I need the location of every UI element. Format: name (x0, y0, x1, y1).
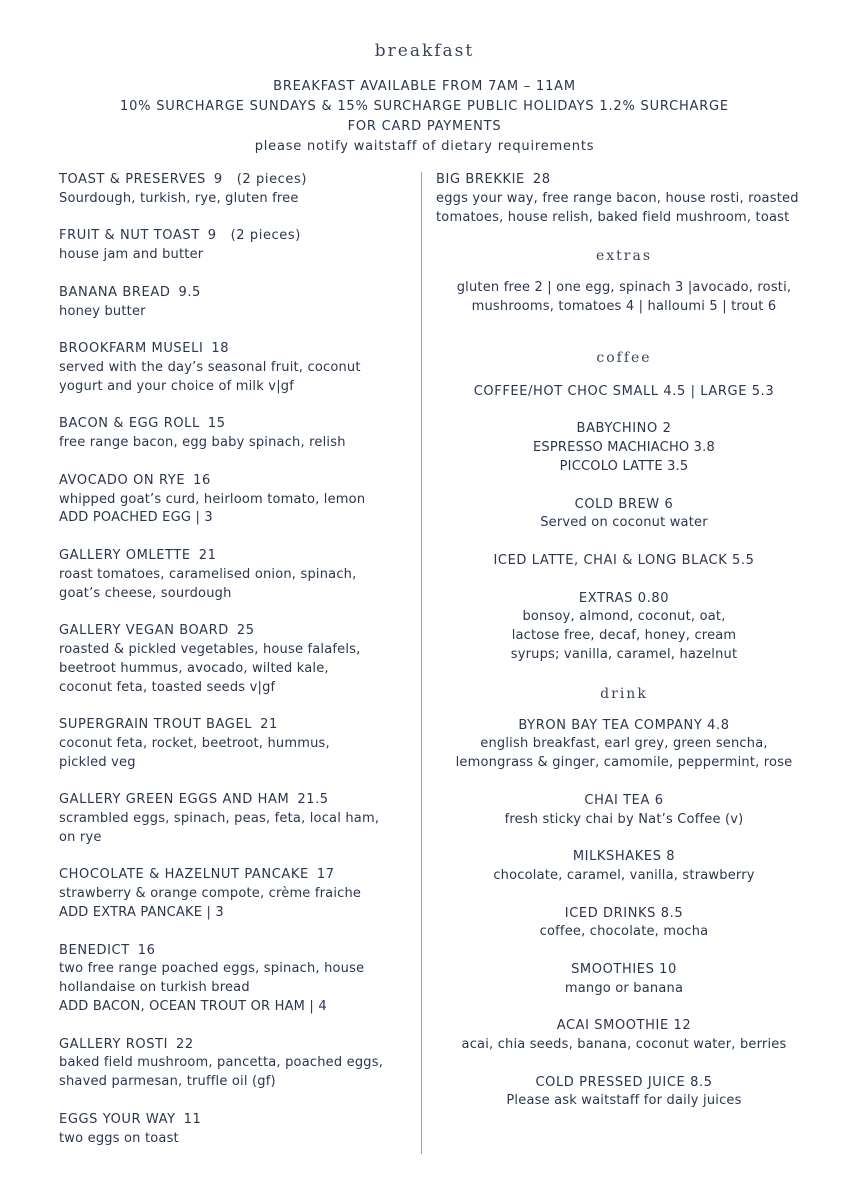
drink-item-description: Please ask waitstaff for daily juices (506, 1093, 742, 1109)
menu-item-description: scrambled eggs, spinach, peas, feta, local ham, (59, 811, 380, 827)
menu-item-description: ADD EXTRA PANCAKE | 3 (59, 905, 224, 921)
menu-item-header (59, 547, 411, 566)
menu-item (59, 622, 411, 697)
coffee-item (436, 420, 812, 476)
menu-item-description: pickled veg (59, 754, 136, 770)
coffee-list (436, 383, 812, 665)
menu-item-description: roast tomatoes, caramelised onion, spinach, (59, 566, 357, 582)
menu-item-description: two eggs on toast (59, 1130, 179, 1146)
menu-item-description: strawberry & orange compote, crème fraiche (59, 886, 362, 902)
menu-item-price: 25 (236, 623, 255, 639)
menu-item-description: coconut feta, toasted seeds v|gf (59, 679, 276, 695)
menu-item-description: two free range poached eggs, spinach, house (59, 961, 365, 977)
menu-item-title: BACON & EGG ROLL (59, 416, 200, 432)
drink-list (436, 717, 812, 1112)
menu-item-description: shaved parmesan, truffle oil (gf) (59, 1074, 276, 1090)
menu-item-description: baked field mushroom, pancetta, poached eggs, (59, 1055, 384, 1071)
menu-item-header (59, 171, 411, 190)
header-notes (0, 77, 849, 157)
menu-item-description: ADD POACHED EGG | 3 (59, 510, 213, 526)
menu-item-price: 11 (183, 1111, 202, 1127)
drink-item (436, 717, 812, 773)
menu-item-price: 21 (198, 547, 217, 563)
menu-item-description: honey butter (59, 303, 146, 319)
menu-item (59, 716, 411, 772)
column-divider (421, 172, 422, 1154)
menu-item-header (59, 415, 411, 434)
menu-item-description: tomatoes, house relish, baked field mushroom, toast (436, 209, 790, 225)
drink-item-title: SMOOTHIES 10 (571, 961, 677, 977)
menu-item-title: GALLERY OMLETTE (59, 547, 191, 563)
menu-item (59, 340, 411, 396)
card-payments-note: FOR CARD PAYMENTS (347, 119, 502, 134)
menu-item-description: whipped goat’s curd, heirloom tomato, lemon (59, 491, 366, 507)
menu-item-description: goat’s cheese, sourdough (59, 585, 232, 601)
extras-list (436, 279, 812, 317)
menu-item-note: (2 pieces) (230, 228, 301, 244)
menu-item (59, 547, 411, 603)
menu-item-description: served with the day’s seasonal fruit, coconut (59, 359, 361, 375)
coffee-item-description: PICCOLO LATTE 3.5 (559, 458, 689, 474)
coffee-item-description: bonsoy, almond, coconut, oat, (522, 609, 726, 625)
menu-item-title: FRUIT & NUT TOAST (59, 228, 200, 244)
coffee-item-title: COLD BREW 6 (574, 496, 674, 512)
menu-item-title: SUPERGRAIN TROUT BAGEL (59, 717, 253, 733)
menu-item-title: GALLERY VEGAN BOARD (59, 623, 229, 639)
menu-item-price: 9 (213, 172, 223, 187)
drink-item (436, 1074, 812, 1112)
drink-item-description: acai, chia seeds, banana, coconut water, berries (461, 1037, 787, 1053)
coffee-item-description: lactose free, decaf, honey, cream (511, 628, 737, 644)
drink-item-description: english breakfast, earl grey, green sencha, (480, 736, 768, 752)
menu-item-header (59, 340, 411, 359)
menu-item-title: AVOCADO ON RYE (59, 472, 186, 488)
menu-item-price: 9 (207, 228, 217, 244)
menu-item-header (59, 1036, 411, 1055)
menu-item-header (59, 227, 411, 246)
menu-item-description: beetroot hummus, avocado, wilted kale, (59, 660, 329, 676)
menu-item-header (59, 472, 411, 491)
drink-item-title: MILKSHAKES 8 (572, 849, 676, 865)
drink-heading: drink (600, 685, 648, 702)
menu-item (59, 1111, 411, 1149)
right-column (436, 171, 812, 1130)
menu-item-header (59, 622, 411, 641)
menu-item (59, 284, 411, 322)
drink-item-title: ACAI SMOOTHIE 12 (556, 1018, 692, 1034)
menu-item-description: on rye (59, 829, 102, 845)
menu-item (59, 415, 411, 453)
drink-item-title: CHAI TEA 6 (584, 792, 664, 808)
menu-item-price: 17 (316, 867, 335, 883)
breakfast-items-column (59, 171, 411, 1167)
menu-item (59, 866, 411, 922)
menu-item (59, 791, 411, 847)
coffee-item-description: Served on coconut water (540, 515, 708, 531)
drink-item-description: lemongrass & ginger, camomile, peppermint, rose (455, 755, 793, 771)
extras-line: gluten free 2 | one egg, spinach 3 |avocado, rosti, (456, 280, 792, 296)
menu-item (59, 1036, 411, 1092)
menu-item-header (59, 284, 411, 303)
menu-item-description: hollandaise on turkish bread (59, 980, 250, 996)
menu-item-price: 16 (137, 942, 156, 958)
menu-item-header (59, 866, 411, 885)
hours-note: BREAKFAST AVAILABLE FROM 7AM – 11AM (273, 79, 576, 94)
menu-item-title: BIG BREKKIE (436, 172, 525, 187)
coffee-item-title: ICED LATTE, CHAI & LONG BLACK 5.5 (493, 552, 755, 568)
menu-item-description: eggs your way, free range bacon, house rosti, roasted (436, 190, 799, 206)
menu-item-note: (2 pieces) (236, 172, 308, 187)
coffee-item-title: BABYCHINO 2 (576, 421, 672, 437)
coffee-item-title: COFFEE/HOT CHOC SMALL 4.5 | LARGE 5.3 (473, 383, 775, 399)
menu-item-price: 16 (193, 472, 211, 488)
drink-item-title: ICED DRINKS 8.5 (564, 905, 684, 921)
menu-item (59, 942, 411, 1017)
drink-item-title: COLD PRESSED JUICE 8.5 (535, 1074, 713, 1090)
menu-item-description: ADD BACON, OCEAN TROUT OR HAM | 4 (59, 999, 327, 1015)
extras-line: mushrooms, tomatoes 4 | halloumi 5 | trout 6 (471, 298, 777, 314)
menu-item (59, 227, 411, 265)
drink-item (436, 905, 812, 943)
coffee-item (436, 383, 812, 402)
coffee-heading: coffee (596, 349, 652, 366)
coffee-item-description: ESPRESSO MACHIACHO 3.8 (533, 440, 715, 456)
page-title: breakfast (374, 41, 475, 61)
menu-item-price: 22 (176, 1036, 194, 1052)
extras-heading: extras (595, 248, 653, 265)
menu-item-price: 9.5 (178, 284, 201, 300)
menu-item (59, 171, 411, 209)
coffee-item (436, 552, 812, 571)
drink-item (436, 961, 812, 999)
menu-item-title: GALLERY GREEN EGGS AND HAM (59, 792, 290, 808)
drink-item-description: mango or banana (564, 980, 684, 996)
drink-item (436, 1017, 812, 1055)
menu-item-description: coconut feta, rocket, beetroot, hummus, (59, 735, 330, 751)
coffee-item (436, 496, 812, 534)
menu-item-header (59, 942, 411, 961)
menu-item-header (59, 716, 411, 735)
drink-item (436, 792, 812, 830)
menu-item-description: roasted & pickled vegetables, house falafels, (59, 641, 361, 657)
menu-item-description: yogurt and your choice of milk v|gf (59, 378, 295, 394)
drink-item-description: coffee, chocolate, mocha (539, 924, 709, 940)
drink-item-description: fresh sticky chai by Nat’s Coffee (v) (504, 811, 744, 827)
menu-item-description: free range bacon, egg baby spinach, relish (59, 435, 346, 451)
menu-item-title: BANANA BREAD (59, 284, 171, 300)
coffee-item-title: EXTRAS 0.80 (578, 590, 670, 606)
menu-item-title: BENEDICT (59, 942, 130, 958)
menu-item-price: 21.5 (297, 792, 329, 808)
drink-item-description: chocolate, caramel, vanilla, strawberry (493, 867, 755, 883)
menu-item-header (59, 791, 411, 810)
drink-item-title: BYRON BAY TEA COMPANY 4.8 (518, 717, 730, 733)
menu-item-title: EGGS YOUR WAY (59, 1111, 176, 1127)
menu-item-title: GALLERY ROSTI (59, 1036, 169, 1052)
menu-item-description: house jam and butter (59, 247, 204, 263)
surcharge-note: 10% SURCHARGE SUNDAYS & 15% SURCHARGE PUBLIC HOLIDAYS 1.2% SURCHARGE (120, 99, 729, 114)
menu-item-header (59, 1111, 411, 1130)
menu-item-price: 18 (211, 341, 230, 357)
menu-item (59, 472, 411, 528)
coffee-item (436, 590, 812, 665)
drink-item (436, 848, 812, 886)
menu-item-title: BROOKFARM MUSELI (59, 341, 204, 357)
coffee-item-description: syrups; vanilla, caramel, hazelnut (510, 646, 738, 662)
menu-item-price: 28 (532, 172, 551, 187)
menu-item-price: 21 (260, 717, 278, 733)
menu-item-price: 15 (207, 416, 226, 432)
menu-item-title: CHOCOLATE & HAZELNUT PANCAKE (59, 867, 309, 883)
menu-item-big-brekkie (436, 171, 812, 227)
menu-item-description: Sourdough, turkish, rye, gluten free (59, 190, 299, 206)
dietary-note: please notify waitstaff of dietary requirements (254, 139, 595, 154)
menu-item-title: TOAST & PRESERVES (59, 172, 206, 187)
